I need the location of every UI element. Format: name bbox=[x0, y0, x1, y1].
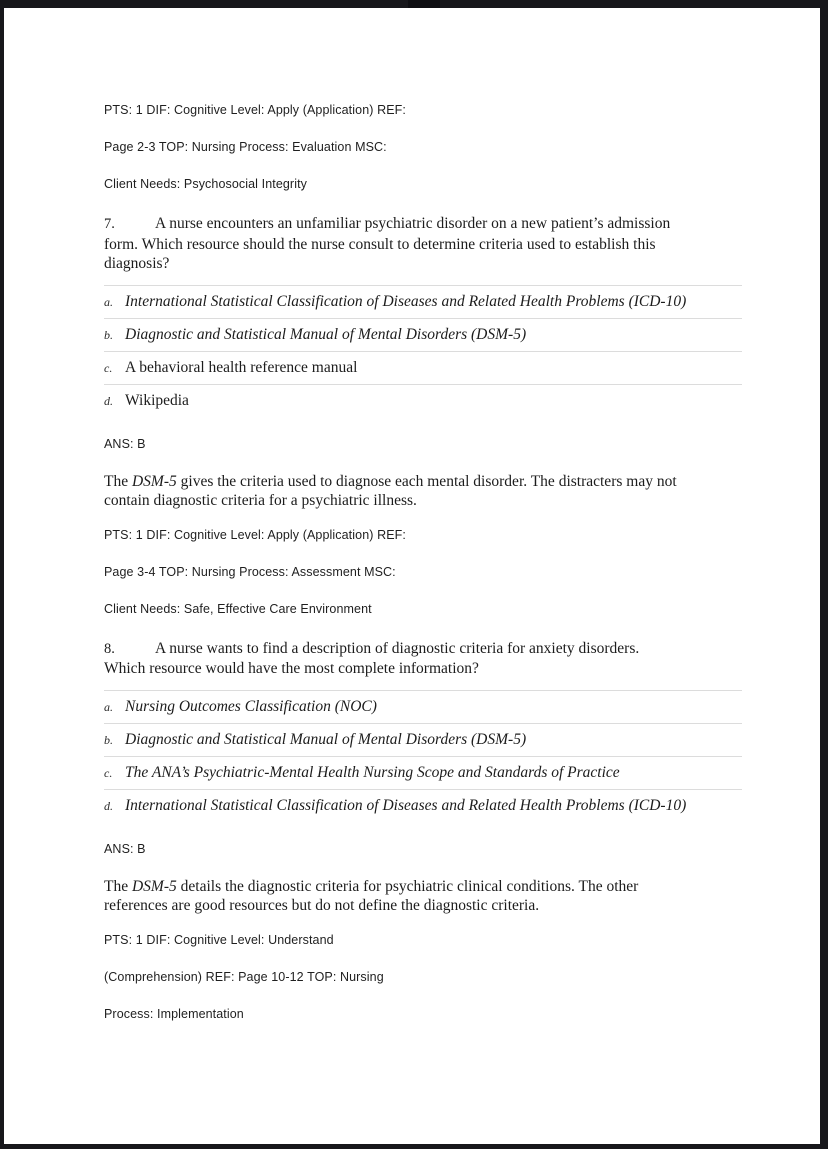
question-stem: A nurse encounters an unfamiliar psychiatric disorder on a new patient’s admission form. Which resource should the nurse consult to determine criteria used to establish this diagnosis? bbox=[104, 215, 671, 272]
rationale-italic-term: DSM-5 bbox=[131, 877, 177, 895]
question-8-options bbox=[104, 690, 742, 822]
answer-line: ANS: B bbox=[104, 436, 146, 451]
option-row-c bbox=[104, 757, 742, 790]
option-letter: d. bbox=[104, 393, 113, 408]
meta-block-q7 bbox=[104, 528, 742, 617]
meta-page-line: Page 2-3 TOP: Nursing Process: Evaluation MSC: bbox=[104, 140, 387, 154]
question-7-options bbox=[104, 285, 742, 417]
option-text: Wikipedia bbox=[125, 391, 189, 409]
question-8 bbox=[104, 639, 682, 679]
meta-client-needs-line: Client Needs: Psychosocial Integrity bbox=[104, 177, 307, 191]
meta-ref-line: (Comprehension) REF: Page 10-12 TOP: Nursing bbox=[104, 969, 384, 984]
option-letter: d. bbox=[104, 798, 113, 813]
option-letter: b. bbox=[104, 327, 113, 342]
rationale-7 bbox=[104, 472, 682, 511]
option-letter: a. bbox=[104, 699, 113, 714]
rationale-prefix: The bbox=[104, 472, 132, 490]
meta-pts-line: PTS: 1 DIF: Cognitive Level: Apply (Application) REF: bbox=[104, 103, 406, 117]
option-letter: c. bbox=[104, 765, 113, 780]
question-number: 8. bbox=[104, 640, 115, 657]
rationale-prefix: The bbox=[104, 877, 132, 895]
option-text: International Statistical Classification of Diseases and Related Health Problems (ICD-10) bbox=[125, 292, 687, 310]
option-row-a bbox=[104, 285, 742, 319]
option-text: A behavioral health reference manual bbox=[125, 358, 358, 376]
answer-line: ANS: B bbox=[104, 841, 146, 856]
page-content bbox=[4, 8, 820, 1022]
option-letter: a. bbox=[104, 294, 113, 309]
meta-pts-line: PTS: 1 DIF: Cognitive Level: Understand bbox=[104, 932, 334, 947]
option-text: Diagnostic and Statistical Manual of Mental Disorders (DSM-5) bbox=[125, 730, 527, 748]
option-text: Diagnostic and Statistical Manual of Mental Disorders (DSM-5) bbox=[125, 325, 527, 343]
option-letter: b. bbox=[104, 732, 113, 747]
option-row-a bbox=[104, 690, 742, 724]
question-number: 7. bbox=[104, 216, 115, 232]
rationale-rest: gives the criteria used to diagnose each mental disorder. The distracters may not contain diagnostic criteria for a psychiatric illness. bbox=[104, 472, 677, 509]
option-row-b bbox=[104, 319, 742, 352]
question-7 bbox=[104, 214, 682, 274]
option-row-c bbox=[104, 352, 742, 385]
meta-pts-line: PTS: 1 DIF: Cognitive Level: Apply (Application) REF: bbox=[104, 527, 406, 542]
option-text: International Statistical Classification of Diseases and Related Health Problems (ICD-10) bbox=[125, 796, 687, 814]
document-page bbox=[4, 8, 820, 1144]
option-row-d bbox=[104, 790, 742, 822]
option-letter: c. bbox=[104, 360, 113, 375]
option-text: The ANA’s Psychiatric-Mental Health Nursing Scope and Standards of Practice bbox=[125, 763, 620, 781]
meta-block-prior bbox=[104, 103, 742, 192]
rationale-italic-term: DSM-5 bbox=[131, 472, 177, 490]
rationale-rest: details the diagnostic criteria for psychiatric clinical conditions. The other references are good resources but do not define the diagnostic criteria. bbox=[104, 877, 639, 914]
meta-page-line: Page 3-4 TOP: Nursing Process: Assessment MSC: bbox=[104, 564, 396, 579]
rationale-8 bbox=[104, 877, 682, 916]
option-text: Nursing Outcomes Classification (NOC) bbox=[125, 697, 377, 715]
option-row-d bbox=[104, 385, 742, 417]
meta-process-line: Process: Implementation bbox=[104, 1006, 244, 1021]
question-stem: A nurse wants to find a description of diagnostic criteria for anxiety disorders. Which resource would have the most complete information? bbox=[104, 639, 640, 677]
meta-client-needs-line: Client Needs: Safe, Effective Care Environment bbox=[104, 601, 372, 616]
meta-block-q8 bbox=[104, 933, 742, 1022]
option-row-b bbox=[104, 724, 742, 757]
